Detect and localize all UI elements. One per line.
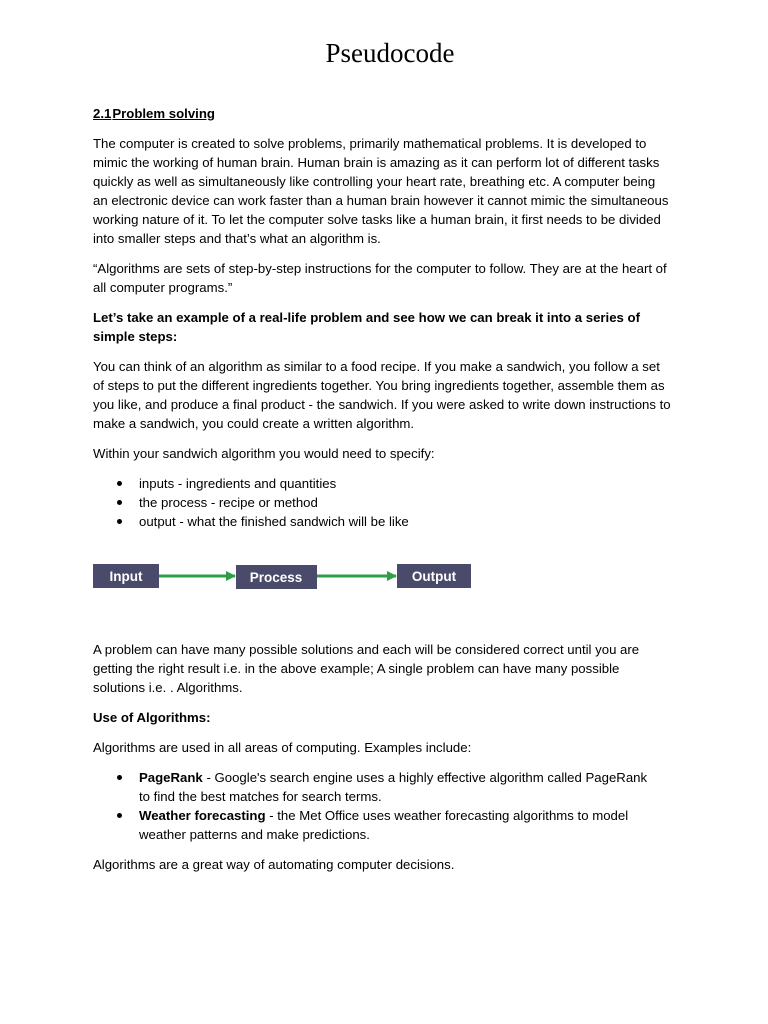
- list-item-output: output - what the finished sandwich will be like: [139, 512, 673, 531]
- section-number: 2.1: [93, 106, 112, 121]
- example-heading: Let’s take an example of a real-life problem and see how we can break it into a series of simple steps:: [93, 310, 640, 344]
- flow-box-output: [397, 564, 471, 588]
- algorithm-quote: “Algorithms are sets of step-by-step instructions for the computer to follow. They are at the heart of all computer programs.”: [93, 261, 667, 295]
- flow-svg: [93, 561, 493, 593]
- example-text: - Google's search engine uses a highly effective algorithm called PageRank to find the best matches for search terms.: [139, 770, 648, 804]
- list-item-inputs: inputs - ingredients and quantities: [139, 474, 673, 493]
- example-term: PageRank: [139, 770, 203, 785]
- flow-box-input: [93, 564, 159, 588]
- flow-label-input: Input: [109, 569, 143, 584]
- areas-paragraph: Algorithms are used in all areas of computing. Examples include:: [93, 740, 472, 755]
- flow-box-process: [236, 565, 317, 589]
- examples-list: [93, 768, 673, 844]
- section-heading: [93, 104, 673, 123]
- list-item-weather: [139, 806, 673, 844]
- specify-paragraph: Within your sandwich algorithm you would need to specify:: [93, 446, 435, 461]
- flow-label-output: Output: [411, 569, 457, 584]
- section-title: Problem solving: [112, 106, 215, 121]
- specify-list: [93, 474, 673, 531]
- solutions-paragraph: A problem can have many possible solutions and each will be considered correct until you are getting the right result i.e. in the above example; A single problem can have many possible solutions i.e. . Algorithms.: [93, 642, 640, 695]
- document-title: Pseudocode: [325, 38, 455, 68]
- list-item-process: the process - recipe or method: [139, 493, 673, 512]
- example-text: - the Met Office uses weather forecasting algorithms to model weather patterns and make predictions.: [139, 808, 629, 842]
- flow-label-process: Process: [249, 570, 303, 585]
- list-item-pagerank: [139, 768, 673, 806]
- recipe-paragraph: You can think of an algorithm as similar to a food recipe. If you make a sandwich, you follow a set of steps to put the different ingredients together. You bring ingredients together, assemble them as you like, and produce a final product - the sandwich. If you were asked to write down instructions to make a sandwich, you could create a written algorithm.: [93, 359, 671, 431]
- use-heading: Use of Algorithms:: [93, 710, 211, 725]
- intro-paragraph: The computer is created to solve problems, primarily mathematical problems. It is developed to mimic the working of human brain. Human brain is amazing as it can perform lot of different tasks quickly as well as simultaneously like controlling your heart rate, breathing etc. A computer being an electronic device can work faster than a human brain however it cannot mimic the simultaneous working nature of it. To let the computer solve tasks like a human brain, it first needs to be divided into smaller steps and that’s what an algorithm is.: [93, 136, 669, 246]
- final-paragraph: Algorithms are a great way of automating computer decisions.: [93, 857, 455, 872]
- document-body: [93, 104, 673, 885]
- example-term: Weather forecasting: [139, 808, 266, 823]
- input-process-output-diagram: [93, 542, 673, 640]
